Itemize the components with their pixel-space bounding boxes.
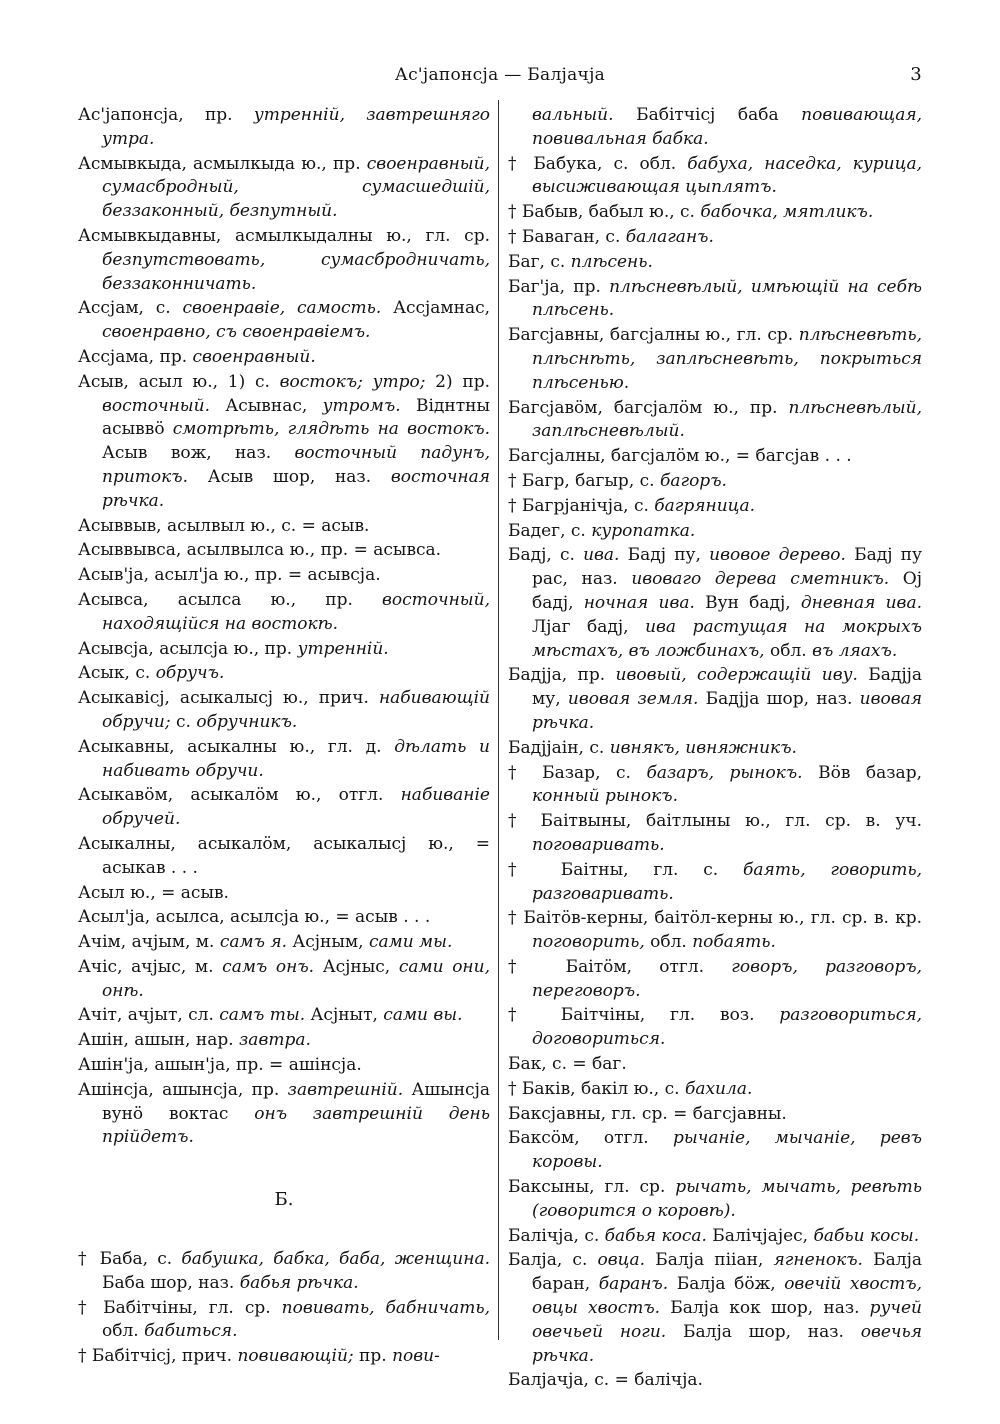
dictionary-entry — [508, 470, 922, 494]
dictionary-entry — [78, 104, 490, 152]
entry-text: Багсјавӧм, багсјалӧм ю., пр. — [508, 397, 789, 418]
entry-translation: овца. — [597, 1250, 646, 1271]
entry-text: Балја пііан, — [645, 1250, 774, 1271]
dictionary-entry — [508, 153, 922, 201]
entry-text: † Баітчіны, гл. воз. — [508, 1005, 780, 1026]
right-column — [508, 104, 922, 1394]
dictionary-entry — [78, 1004, 490, 1028]
entry-text: Бадј пу рас, наз. — [532, 545, 922, 590]
entry-translation: утромъ. — [322, 395, 401, 416]
entry-text: † Бабыв, бабыл ю., с. — [508, 202, 701, 223]
dictionary-entry — [78, 589, 490, 637]
entry-text: Асыкалны, асыкалӧм, асыкалысј ю., = асыкав . . . — [78, 833, 490, 878]
entry-text: Асмывкыда, асмылкыда ю., пр. — [78, 153, 367, 174]
entry-translation: повивающая, повивальная бабка. — [532, 105, 922, 149]
dictionary-entry — [78, 1079, 490, 1150]
entry-translation: бабуха, наседка, курица, высиживающая цыплятъ. — [532, 153, 922, 198]
entry-translation: конный рынокъ. — [532, 786, 679, 807]
entry-translation: востокъ; утро; — [279, 371, 426, 392]
entry-translation: ивовый, содержащій иву. — [615, 665, 858, 686]
entry-text: Бабітчісј баба — [613, 105, 802, 125]
entry-text: † Баба, с. — [78, 1249, 182, 1270]
entry-text: с. — [170, 711, 197, 732]
entry-translation: бахила. — [684, 1078, 753, 1099]
entry-text: Асмывкыдавны, асмылкыдалны ю., гл. ср. — [78, 225, 490, 246]
entry-text: Віднтны асыввӧ — [102, 395, 490, 440]
entry-translation: самъ онъ. — [222, 956, 315, 977]
entry-text: Асыв вож, наз. — [102, 443, 295, 464]
entry-text: † Баітӧв-керны, баітӧл-керны ю., гл. ср. в. кр. — [508, 908, 922, 929]
entry-text: Ачіт, ачјыт, сл. — [78, 1005, 220, 1026]
dictionary-entry — [78, 1345, 490, 1369]
entry-text: † Баітны, гл. с. — [508, 859, 744, 880]
entry-text: Ас'јапонсја, пр. — [78, 105, 254, 125]
entry-translation: ягненокъ. — [773, 1250, 863, 1271]
entry-text: Бадј, с. — [508, 545, 584, 566]
entry-text: Асывнас, — [209, 395, 323, 416]
entry-text: † Багрјанічја, с. — [508, 495, 655, 516]
entry-translation: своенравный, сумасбродный, сумасшедшій, беззаконный, безпутный. — [102, 153, 490, 222]
entry-text: Асыкавісј, асыкалысј ю., прич. — [78, 688, 379, 709]
dictionary-entry — [508, 1127, 922, 1175]
entry-text: † Багр, багыр, с. — [508, 470, 660, 491]
dictionary-entry — [508, 324, 922, 395]
entry-translation: ивовая земля. — [567, 689, 699, 710]
dictionary-entry — [78, 833, 490, 881]
entry-text: Ассјам, с. — [78, 298, 183, 319]
entry-text: Балјачја, с. = балічја. — [508, 1370, 703, 1391]
entry-text: Ачіс, ачјыс, м. — [78, 956, 223, 977]
dictionary-entry — [78, 687, 490, 735]
entry-text: Лјаг бадј, — [532, 616, 646, 637]
section-letter: Б. — [274, 1189, 294, 1211]
entry-text: Ашынсја вунӧ воктас — [102, 1079, 490, 1124]
entry-text: † Бабука, с. обл. — [508, 153, 688, 174]
entry-text: Асывсја, асылсја ю., пр. — [78, 638, 298, 659]
entry-translation: безпутствовать, сумасбродничать, беззаконничать. — [102, 249, 490, 294]
entry-translation: сами вы. — [383, 1005, 463, 1026]
entry-text: Асык, с. — [78, 663, 156, 684]
dictionary-entry — [508, 104, 922, 152]
column-divider — [498, 100, 499, 1340]
dictionary-entry — [508, 226, 922, 250]
entry-text: Асыкавны, асыкалны ю., гл. д. — [78, 736, 395, 757]
entry-text: Баксыны, гл. ср. — [508, 1177, 676, 1198]
dictionary-entry — [508, 1078, 922, 1102]
entry-text: Бадјја шор, наз. — [698, 689, 860, 710]
entry-translation: рычаніе, мычаніе, ревъ коровы. — [532, 1128, 922, 1173]
entry-translation: сами они, онѣ. — [102, 956, 490, 1001]
entry-translation: обручъ. — [155, 663, 225, 684]
dictionary-entry — [78, 662, 490, 686]
entry-text: 2) пр. — [425, 371, 490, 392]
entry-translation: багоръ. — [659, 470, 727, 491]
entry-text: Ашін'ја, ашын'ја, пр. = ашінсја. — [78, 1055, 362, 1076]
dictionary-entry — [508, 1176, 922, 1224]
entry-translation: плѣсень. — [570, 251, 653, 272]
entry-translation: сами мы. — [368, 932, 453, 953]
entry-text: Асыв шор, наз. — [188, 466, 391, 487]
entry-text: Ассјамнас, — [381, 298, 491, 319]
entry-translation: дневная ива. — [800, 592, 922, 613]
dictionary-entry — [78, 906, 490, 930]
entry-translation: завтра. — [239, 1030, 311, 1051]
entry-text: Асыл ю., = асыв. — [78, 882, 229, 903]
entry-translation: бабиться. — [144, 1321, 238, 1342]
entry-translation: баранъ. — [598, 1274, 669, 1295]
dictionary-entry — [78, 1029, 490, 1053]
entry-text: Бадјјаін, с. — [508, 737, 610, 758]
dictionary-entry — [78, 539, 490, 563]
dictionary-entry — [508, 664, 922, 735]
entry-text: † Базар, с. — [508, 762, 647, 783]
entry-translation: ива. — [583, 545, 620, 566]
entry-translation: багряница. — [654, 495, 756, 516]
entry-translation: восточный, находящійся на востокѣ. — [102, 589, 490, 634]
entry-translation: дѣлать и набивать обручи. — [102, 736, 490, 781]
dictionary-entry — [78, 515, 490, 539]
entry-text: Ој бадј, — [532, 569, 922, 613]
entry-text: Ашінсја, ашынсја, пр. — [78, 1079, 288, 1100]
dictionary-entry — [508, 907, 922, 955]
entry-text: Баг'ја, пр. — [508, 276, 610, 297]
entry-text: обл. — [644, 932, 693, 953]
left-entries — [78, 104, 490, 1150]
entry-text: † Бабітчісј, прич. — [78, 1346, 238, 1367]
dictionary-entry — [78, 1297, 490, 1345]
entry-text: обл. — [102, 1321, 145, 1342]
left-entries-b — [78, 1248, 490, 1369]
entry-text: Баксӧм, отгл. — [508, 1128, 673, 1149]
entry-translation: ивнякъ, ивняжникъ. — [609, 737, 797, 758]
dictionary-entry — [78, 371, 490, 514]
entry-translation: бабочка, мятликъ. — [700, 202, 874, 223]
entry-text: Багсјалны, багсјалӧм ю., = багсјав . . . — [508, 446, 852, 467]
entry-translation: бабья рѣчка. — [239, 1272, 359, 1293]
dictionary-entry — [78, 784, 490, 832]
entry-text: пр. — [353, 1346, 393, 1367]
dictionary-entry — [508, 737, 922, 761]
dictionary-entry — [78, 956, 490, 1004]
dictionary-entry — [78, 346, 490, 370]
entry-translation: плѣсневѣлый, имѣющій на себѣ плѣсень. — [532, 276, 922, 321]
entry-text: Асыв, асыл ю., 1) с. — [78, 371, 280, 392]
dictionary-entry — [508, 859, 922, 907]
entry-text: Баг, с. — [508, 251, 571, 272]
entry-translation: овечья рѣчка. — [532, 1321, 923, 1366]
dictionary-entry — [78, 564, 490, 588]
entry-translation: поговаривать. — [532, 834, 665, 855]
entry-text: Баба шор, наз. — [102, 1272, 240, 1293]
entry-translation: самъ ты. — [219, 1005, 306, 1026]
entry-translation: баять, говорить, разговаривать. — [532, 859, 922, 904]
entry-translation: завтрешній. — [287, 1079, 404, 1100]
entry-translation: ручей овечьей ноги. — [532, 1298, 922, 1342]
entry-translation: куропатка. — [591, 520, 696, 541]
entry-translation: бабья коса. — [604, 1225, 707, 1246]
dictionary-entry — [508, 495, 922, 519]
entry-translation: ивоваго дерева сметникъ. — [631, 569, 890, 590]
entry-translation: своенравно, съ своенравіемъ. — [102, 322, 371, 343]
entry-text: Багсјавны, багсјалны ю., гл. ср. — [508, 325, 799, 346]
entry-translation: говоръ, разговоръ, переговоръ. — [532, 956, 922, 1001]
entry-translation: рычать, мычать, ревѣть (говорится о коровѣ). — [532, 1177, 922, 1221]
dictionary-entry — [508, 1004, 922, 1052]
entry-translation: плѣсневѣть, плѣснѣть, заплѣсневѣть, покрыться плѣсенью. — [532, 325, 922, 393]
entry-translation: своенравіе, самость. — [182, 298, 382, 319]
entry-text: Бадјја, пр. — [508, 665, 616, 686]
dictionary-entry — [78, 225, 490, 296]
entry-text: Ачім, ачјым, м. — [78, 932, 220, 953]
entry-translation: вальный. — [532, 105, 614, 125]
entry-translation: восточная рѣчка. — [102, 466, 490, 511]
dictionary-entry — [78, 297, 490, 345]
entry-text: † Бабітчіны, гл. ср. — [78, 1297, 282, 1318]
dictionary-entry — [508, 1103, 922, 1127]
dictionary-entry — [508, 251, 922, 275]
entry-text: Балја шор, наз. — [666, 1321, 861, 1342]
right-entries — [508, 104, 922, 1393]
entry-text: Бадј пу, — [619, 545, 710, 566]
entry-translation: утренній, завтрешняго утра. — [102, 105, 490, 149]
dictionary-entry — [508, 520, 922, 544]
entry-translation: балаганъ. — [625, 226, 714, 247]
entry-translation: бабушка, бабка, баба, женщина. — [181, 1249, 490, 1270]
entry-text: Асјныс, — [314, 956, 399, 977]
entry-translation: восточный. — [102, 395, 210, 416]
entry-text: Балја, с. — [508, 1250, 598, 1271]
entry-text: Асыввыв, асылвыл ю., с. = асыв. — [78, 515, 370, 536]
entry-translation: ночная ива. — [583, 592, 695, 613]
dictionary-entry — [508, 956, 922, 1004]
entry-text: Ашін, ашын, нар. — [78, 1030, 240, 1051]
entry-text: Бак, с. = баг. — [508, 1054, 627, 1075]
running-head-title: Ас'јапонсја — Балјачја — [394, 65, 606, 85]
entry-translation: повивающій; — [237, 1346, 354, 1367]
entry-text: Бадег, с. — [508, 520, 592, 541]
dictionary-entry — [508, 397, 922, 445]
entry-text: обл. — [764, 640, 813, 661]
entry-text: Балічјајес, — [706, 1225, 814, 1246]
dictionary-entry — [508, 1249, 922, 1368]
entry-text: Асыв'ја, асыл'ја ю., пр. = асывсја. — [78, 565, 381, 586]
entry-text: Вун бадј, — [694, 592, 801, 613]
entry-text: Асјным, — [286, 932, 369, 953]
entry-translation: ивовая рѣчка. — [532, 689, 922, 733]
entry-text: Балја баран, — [532, 1250, 922, 1295]
entry-translation: восточный падунъ, притокъ. — [102, 443, 490, 487]
running-head — [78, 60, 922, 90]
dictionary-entry — [508, 445, 922, 469]
entry-translation: обручникъ. — [196, 711, 298, 732]
dictionary-entry — [78, 1248, 490, 1296]
entry-translation: въ ляахъ. — [812, 640, 898, 661]
entry-translation: повивать, бабничать, — [281, 1297, 490, 1318]
dictionary-entry — [78, 1054, 490, 1078]
entry-text: Асјныт, — [305, 1005, 384, 1026]
entry-text: Бадјја му, — [532, 665, 922, 710]
entry-translation: своенравный. — [192, 346, 316, 367]
dictionary-entry — [508, 810, 922, 858]
entry-text: Балічја, с. — [508, 1225, 605, 1246]
dictionary-entry — [508, 762, 922, 810]
entry-translation: плѣсневѣлый, заплѣсневѣлый. — [532, 397, 922, 442]
dictionary-entry — [508, 1053, 922, 1077]
entry-translation: разговориться, договориться. — [532, 1005, 922, 1050]
dictionary-entry — [508, 544, 922, 663]
entry-translation: онъ завтрешній день прійдетъ. — [102, 1103, 490, 1148]
entry-translation: поговорить, — [532, 932, 645, 953]
entry-text: † Баітвыны, баітлыны ю., гл. ср. в. уч. — [508, 811, 922, 832]
entry-translation: ивовое дерево. — [709, 545, 846, 566]
entry-text: † Баків, бакіл ю., с. — [508, 1078, 685, 1099]
entry-translation: базаръ, рынокъ. — [646, 762, 803, 783]
dictionary-entry — [78, 931, 490, 955]
entry-text: Балја кок шор, наз. — [660, 1298, 870, 1319]
dictionary-entry — [78, 736, 490, 784]
entry-text: Ассјама, пр. — [78, 346, 193, 367]
entry-translation: бабьи косы. — [813, 1225, 920, 1246]
page-number: 3 — [910, 64, 922, 85]
dictionary-entry — [508, 201, 922, 225]
left-column — [78, 104, 490, 1370]
entry-text: Асыввывса, асылвылса ю., пр. = асывса. — [78, 540, 442, 561]
entry-text: Баксјавны, гл. ср. = багсјавны. — [508, 1103, 787, 1124]
dictionary-entry — [508, 276, 922, 324]
dictionary-entry — [78, 882, 490, 906]
entry-text: † Баітӧм, отгл. — [508, 956, 732, 977]
entry-translation: пови- — [392, 1346, 440, 1367]
entry-text: Балја бӧж, — [668, 1274, 785, 1295]
entry-translation: набиваніе обручей. — [102, 785, 490, 830]
entry-text: Асыл'ја, асылса, асылсја ю., = асыв . . . — [78, 907, 431, 928]
dictionary-entry — [78, 153, 490, 224]
entry-translation: набивающій обручи; — [102, 688, 490, 732]
entry-text: Асывса, асылса ю., пр. — [78, 589, 383, 610]
entry-text: Вӧв базар, — [802, 762, 922, 783]
entry-translation: овечій хвостъ, овцы хвостъ. — [532, 1274, 922, 1319]
dictionary-entry — [508, 1225, 922, 1249]
entry-translation: утренній. — [297, 638, 389, 659]
entry-translation: самъ я. — [219, 932, 287, 953]
entry-text: Асыкавӧм, асыкалӧм ю., отгл. — [78, 785, 401, 806]
entry-translation: ива растущая на мокрыхъ мѣстахъ, въ ложбинахъ, — [532, 616, 922, 661]
entry-translation: побаять. — [692, 932, 776, 953]
entry-text: † Баваган, с. — [508, 226, 626, 247]
dictionary-entry — [508, 1369, 922, 1393]
dictionary-entry — [78, 638, 490, 662]
entry-translation: смотрѣть, глядѣть на востокъ. — [172, 419, 491, 440]
